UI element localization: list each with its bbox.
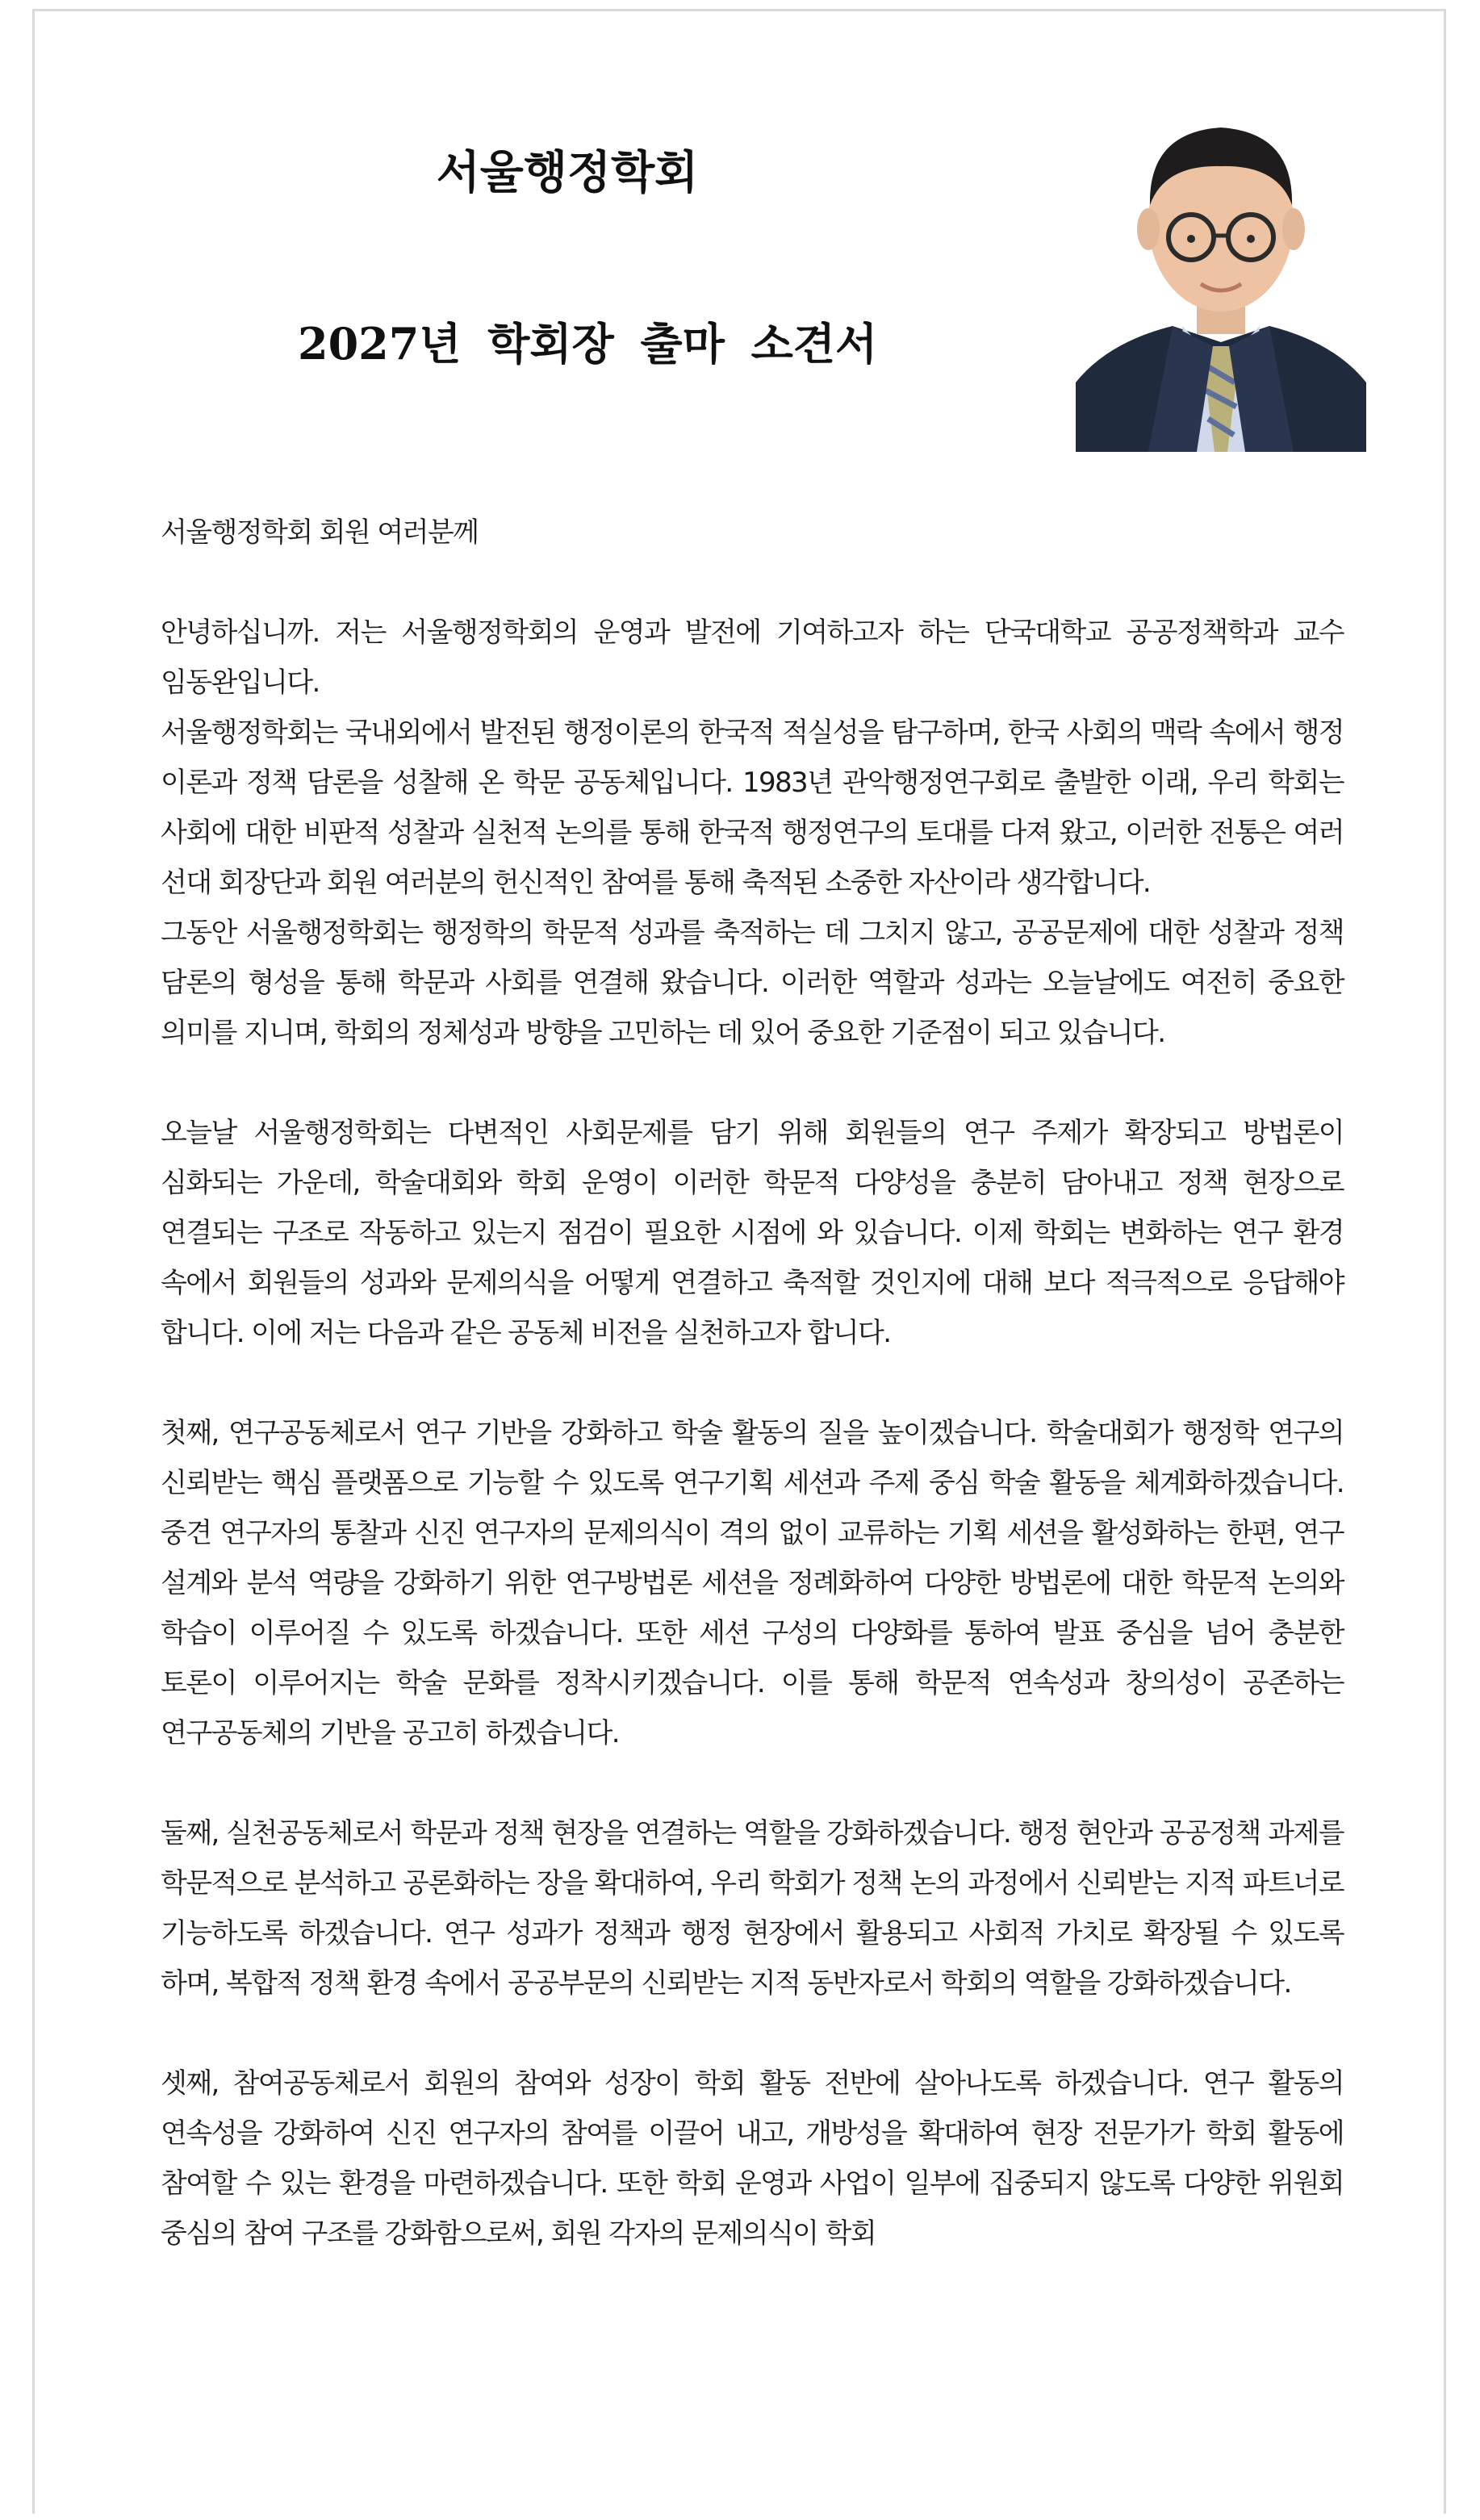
- portrait-photo: [1076, 100, 1366, 452]
- paragraph-gap: [161, 1758, 1344, 1808]
- document-title: 서울행정학회: [436, 146, 699, 199]
- paragraph: 둘째, 실천공동체로서 학문과 정책 현장을 연결하는 역할을 강화하겠습니다. 행정 현안과 공공정책 과제를 학문적으로 분석하고 공론화하는 장을 확대하여, 우리 학회가 정책 논의 과정에서 신뢰받는 지적 파트너로 기능하도록 하겠습니다. 연구 성과가 정책과 행정 현장에서 활용되고 사회적 가치로 확장될 수 있도록 하며, 복합적 정책 환경 속에서 공공부문의 신뢰받는 지적 동반자로서 학회의 역할을 강화하겠습니다.: [161, 1817, 1344, 2000]
- paragraph: 첫째, 연구공동체로서 연구 기반을 강화하고 학술 활동의 질을 높이겠습니다. 학술대회가 행정학 연구의 신뢰받는 핵심 플랫폼으로 기능할 수 있도록 연구기획 세션과 주제 중심 학술 활동을 체계화하겠습니다. 중견 연구자의 통찰과 신진 연구자의 문제의식이 격의 없이 교류하는 기획 세션을 활성화하는 한편, 연구 설계와 분석 역량을 강화하기 위한 연구방법론 세션을 정례화하여 다양한 방법론에 대한 학문적 논의와 학습이 이루어질 수 있도록 하겠습니다. 또한 세션 구성의 다양화를 통하여 발표 중심을 넘어 충분한 토론이 이루어지는 학술 문화를 정착시키겠습니다. 이를 통해 학문적 연속성과 창의성이 공존하는 연구공동체의 기반을 공고히 하겠습니다.: [161, 1417, 1344, 1749]
- salutation: 서울행정학회 회원 여러분께: [161, 516, 479, 549]
- paragraph: 그동안 서울행정학회는 행정학의 학문적 성과를 축적하는 데 그치지 않고, 공공문제에 대한 성찰과 정책 담론의 형성을 통해 학문과 사회를 연결해 왔습니다. 이러한 역할과 성과는 오늘날에도 여전히 중요한 의미를 지니며, 학회의 정체성과 방향을 고민하는 데 있어 중요한 기준점이 되고 있습니다.: [161, 917, 1344, 1049]
- paragraph-gap: [161, 1358, 1344, 1408]
- paragraph: 안녕하십니까. 저는 서울행정학회의 운영과 발전에 기여하고자 하는 단국대학교 공공정책학과 교수 임동완입니다.: [161, 616, 1344, 699]
- paragraph: 오늘날 서울행정학회는 다변적인 사회문제를 담기 위해 회원들의 연구 주제가 확장되고 방법론이 심화되는 가운데, 학술대회와 학회 운영이 이러한 학문적 다양성을 충분히 담아내고 정책 현장으로 연결되는 구조로 작동하고 있는지 점검이 필요한 시점에 와 있습니다. 이제 학회는 변화하는 연구 환경 속에서 회원들의 성과와 문제의식을 어떻게 연결하고 축적할 것인지에 대해 보다 적극적으로 응답해야 합니다. 이에 저는 다음과 같은 공동체 비전을 실천하고자 합니다.: [161, 1117, 1344, 1349]
- paragraph-gap: [161, 558, 1344, 608]
- document-body: [161, 508, 1344, 2259]
- portrait-illustration: [1076, 100, 1366, 452]
- paragraph: 셋째, 참여공동체로서 회원의 참여와 성장이 학회 활동 전반에 살아나도록 하겠습니다. 연구 활동의 연속성을 강화하여 신진 연구자의 참여를 이끌어 내고, 개방성을 확대하여 현장 전문가가 학회 활동에 참여할 수 있는 환경을 마련하겠습니다. 또한 학회 운영과 사업이 일부에 집중되지 않도록 다양한 위원회 중심의 참여 구조를 강화함으로써, 회원 각자의 문제의식이 학회: [161, 2067, 1344, 2250]
- paragraph-gap: [161, 1058, 1344, 1108]
- paragraph-gap: [161, 2008, 1344, 2058]
- paragraph: 서울행정학회는 국내외에서 발전된 행정이론의 한국적 적실성을 탐구하며, 한국 사회의 맥락 속에서 행정 이론과 정책 담론을 성찰해 온 학문 공동체입니다. 1983년 관악행정연구회로 출발한 이래, 우리 학회는 사회에 대한 비판적 성찰과 실천적 논의를 통해 한국적 행정연구의 토대를 다져 왔고, 이러한 전통은 여러 선대 회장단과 회원 여러분의 헌신적인 참여를 통해 축적된 소중한 자산이라 생각합니다.: [161, 717, 1344, 899]
- document-subtitle: 2027년 학회장 출마 소견서: [298, 318, 878, 370]
- document-page: [32, 9, 1446, 2514]
